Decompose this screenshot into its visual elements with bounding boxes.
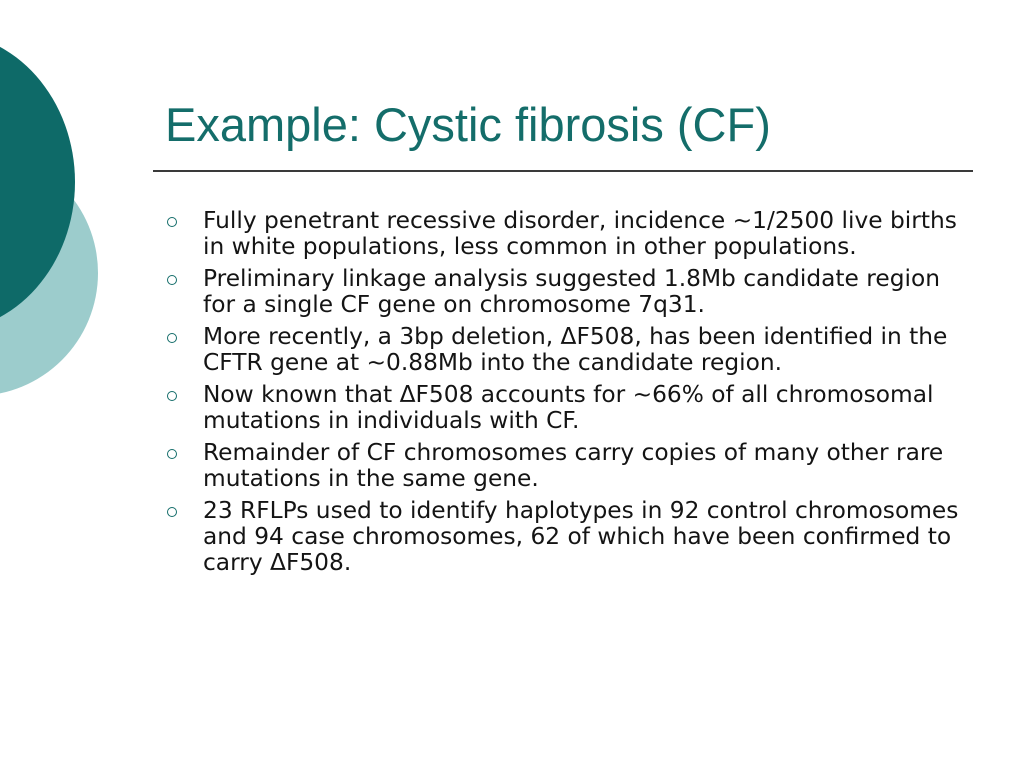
bullet-item xyxy=(163,440,963,492)
slide-title: Example: Cystic fibrosis (CF) xyxy=(165,98,771,151)
bullet-text: 23 RFLPs used to identify haplotypes in 92 control chromosomes and 94 case chromosomes, 62 of which have been confirmed to carry ΔF508. xyxy=(203,497,959,576)
bullet-text: More recently, a 3bp deletion, ΔF508, has been identified in the CFTR gene at ~0.88Mb into the candidate region. xyxy=(203,323,948,376)
bullet-text: Remainder of CF chromosomes carry copies of many other rare mutations in the same gene. xyxy=(203,439,944,492)
bullet-item xyxy=(163,324,963,376)
bullet-text: Now known that ΔF508 accounts for ~66% of all chromosomal mutations in individuals with CF. xyxy=(203,381,934,434)
hollow-circle-bullet-icon xyxy=(167,217,177,227)
hollow-circle-bullet-icon xyxy=(167,449,177,459)
bullet-item xyxy=(163,208,963,260)
bullet-item xyxy=(163,498,963,576)
bullet-item xyxy=(163,382,963,434)
hollow-circle-bullet-icon xyxy=(167,507,177,517)
bullet-list xyxy=(163,208,963,582)
hollow-circle-bullet-icon xyxy=(167,275,177,285)
hollow-circle-bullet-icon xyxy=(167,391,177,401)
bullet-text: Preliminary linkage analysis suggested 1.8Mb candidate region for a single CF gene on chromosome 7q31. xyxy=(203,265,940,318)
title-divider xyxy=(153,170,973,172)
bullet-text: Fully penetrant recessive disorder, incidence ~1/2500 live births in white populations, less common in other populations. xyxy=(203,207,957,260)
bullet-item xyxy=(163,266,963,318)
hollow-circle-bullet-icon xyxy=(167,333,177,343)
